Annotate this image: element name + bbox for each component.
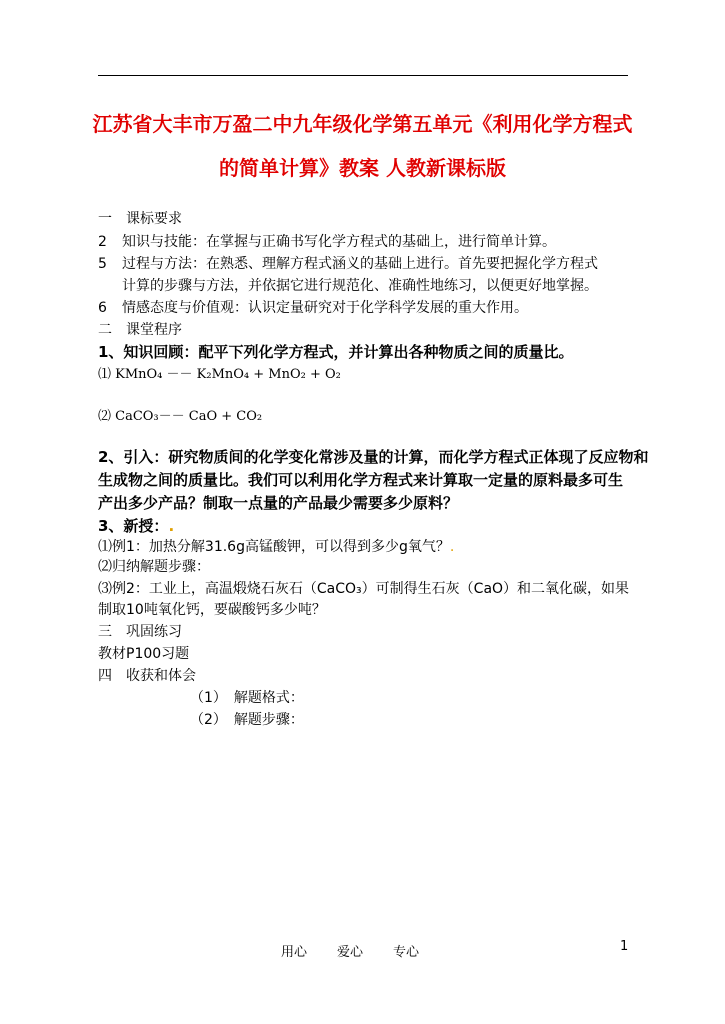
footer-word-1: 用心 [281, 945, 308, 960]
doc-title-line2: 的简单计算》教案 人教新课标版 [219, 156, 506, 180]
item-number: 2 [98, 234, 107, 250]
item-number: 6 [98, 300, 107, 316]
header-rule [98, 75, 628, 76]
dot-mark: . [168, 517, 175, 535]
item-text: 计算的步骤与方法，并依据它进行规范化、准确性地练习，以便更好地掌握。 [122, 278, 598, 294]
page-number: 1 [620, 939, 629, 954]
section-3-text: 教材P100习题 [98, 646, 190, 662]
review-heading: 1、知识回顾：配平下列化学方程式，并计算出各种物质之间的质量比。 [98, 343, 574, 361]
example-2-line1: ⑶例2：工业上，高温煅烧石灰石（CaCO₃）可制得生石灰（CaO）和二氧化碳，如果 [98, 581, 630, 597]
section-4-heading: 四 收获和体会 [98, 668, 196, 684]
new-lesson-label: 3、新授： [98, 517, 169, 535]
equation-1: ⑴ KMnO₄ －－ K₂MnO₄ + MnO₂ + O₂ [98, 367, 341, 382]
intro-line-3: 产出多少产品？制取一点量的产品最少需要多少原料？ [98, 494, 459, 512]
intro-line-1: 2、引入：研究物质间的化学变化常涉及量的计算，而化学方程式正体现了反应物和 [98, 448, 649, 466]
dot-mark: . [449, 539, 455, 555]
section-4-item-2: （2） 解题步骤： [190, 712, 304, 728]
example-1 [98, 536, 454, 556]
section-4-item-1: （1） 解题格式： [190, 690, 304, 706]
item-text: 知识与技能：在掌握与正确书写化学方程式的基础上，进行简单计算。 [122, 234, 556, 250]
example-2-line2: 制取10吨氧化钙，要碳酸钙多少吨？ [98, 602, 326, 618]
item-text: 情感态度与价值观：认识定量研究对于化学科学发展的重大作用。 [122, 300, 528, 316]
doc-title-line1: 江苏省大丰市万盈二中九年级化学第五单元《利用化学方程式 [92, 112, 633, 136]
intro-line-2: 生成物之间的质量比。我们可以利用化学方程式来计算取一定量的原料最多可生 [98, 471, 624, 489]
list-item [98, 253, 598, 273]
section-2-heading: 二 课堂程序 [98, 322, 182, 338]
item-text: 过程与方法：在熟悉、理解方程式涵义的基础上进行。首先要把握化学方程式 [122, 256, 598, 272]
section-1-heading: 一 课标要求 [98, 211, 182, 227]
steps-heading: ⑵归纳解题步骤： [98, 559, 210, 575]
equation-2: ⑵ CaCO₃－－ CaO + CO₂ [98, 409, 263, 424]
section-3-heading: 三 巩固练习 [98, 624, 182, 640]
item-number: 5 [98, 256, 107, 272]
footer-word-2: 爱心 [337, 945, 364, 960]
list-item [98, 231, 556, 251]
footer-word-3: 专心 [393, 945, 420, 960]
list-item [98, 275, 598, 295]
list-item [98, 297, 528, 317]
example-1-text: ⑴例1：加热分解31.6g高锰酸钾，可以得到多少g氧气？ [98, 539, 450, 555]
new-lesson-heading [98, 515, 174, 536]
